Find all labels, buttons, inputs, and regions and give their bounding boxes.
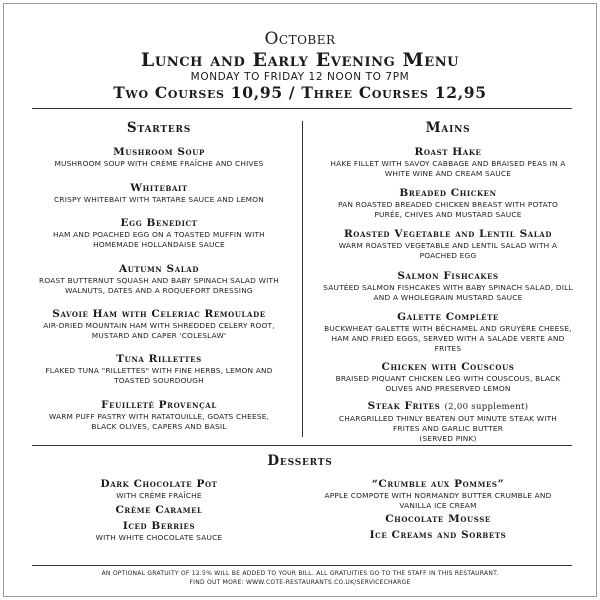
item-name: Iced Berries xyxy=(122,520,196,532)
item-name: Dark Chocolate Pot xyxy=(100,478,218,490)
item-description: CHARGRILLED THINLY BEATEN OUT MINUTE STEAK WITH FRITES AND GARLIC BUTTER xyxy=(338,414,558,433)
desserts-title: Desserts xyxy=(267,453,333,469)
menu-header xyxy=(4,30,596,102)
gratuity-text: AN OPTIONAL GRATUITY OF 12.5% WILL BE ADDED TO YOUR BILL. ALL GRATUITIES GO TO THE STAFF IN THIS RESTAURANT. xyxy=(101,570,499,577)
item-description: WITH WHITE CHOCOLATE SAUCE xyxy=(95,533,223,542)
menu-item xyxy=(322,529,554,542)
item-name: Galette Complète xyxy=(397,311,499,323)
item-name: Roast Hake xyxy=(414,146,482,158)
divider-middle xyxy=(32,445,572,446)
menu-item xyxy=(64,520,254,543)
item-description: WITH CRÈME FRAÎCHE xyxy=(116,491,202,500)
item-description: FLAKED TUNA "RILLETTES" WITH FINE HERBS, LEMON AND TOASTED SOURDOUGH xyxy=(45,366,273,385)
menu-page xyxy=(3,3,597,597)
divider-bottom xyxy=(32,565,572,566)
menu-item xyxy=(310,361,586,394)
mains-section xyxy=(310,120,586,443)
menu-item xyxy=(24,146,294,169)
item-name: Chicken with Couscous xyxy=(381,361,515,373)
menu-item xyxy=(310,187,586,220)
item-description: APPLE COMPOTE WITH NORMANDY BUTTER CRUMBLE AND VANILLA ICE CREAM xyxy=(324,491,552,510)
item-name: Chocolate Mousse xyxy=(385,513,491,525)
starters-section xyxy=(24,120,294,440)
item-name: Salmon Fishcakes xyxy=(397,270,499,282)
item-description: BRAISED PIQUANT CHICKEN LEG WITH COUSCOUS, BLACK OLIVES AND PRESERVED LEMON xyxy=(335,374,561,393)
menu-hours: MONDAY TO FRIDAY 12 NOON TO 7PM xyxy=(190,71,410,83)
supplement-note: (2,00 supplement) xyxy=(444,402,529,412)
menu-item xyxy=(322,513,554,526)
starters-title: Starters xyxy=(126,120,192,136)
item-name: Feuilleté Provençal xyxy=(101,399,217,411)
menu-title: Lunch and Early Evening Menu xyxy=(140,49,460,71)
item-description: SAUTÉED SALMON FISHCAKES WITH BABY SPINACH SALAD, DILL AND A WHOLEGRAIN MUSTARD SAUCE xyxy=(323,283,573,302)
item-description: BUCKWHEAT GALETTE WITH BÉCHAMEL AND GRUYÈRE CHEESE, HAM AND FRIED EGGS, SERVED WITH A SALADE VERTE AND FRITES xyxy=(324,324,572,353)
item-name: Ice Creams and Sorbets xyxy=(369,529,507,541)
item-name: Roasted Vegetable and Lentil Salad xyxy=(343,228,553,240)
item-description: HAM AND POACHED EGG ON A TOASTED MUFFIN WITH HOMEMADE HOLLANDAISE SAUCE xyxy=(53,230,265,249)
item-description-note: (SERVED PINK) xyxy=(419,434,477,443)
item-description: HAKE FILLET WITH SAVOY CABBAGE AND BRAISED PEAS IN A WHITE WINE AND CREAM SAUCE xyxy=(330,159,566,178)
item-description: AIR-DRIED MOUNTAIN HAM WITH SHREDDED CELERY ROOT, MUSTARD AND CAPER 'COLESLAW' xyxy=(43,321,275,340)
gratuity-note xyxy=(4,570,596,587)
mains-title: Mains xyxy=(425,120,471,136)
item-description: MUSHROOM SOUP WITH CRÈME FRAÎCHE AND CHIVES xyxy=(54,159,264,168)
menu-item xyxy=(310,146,586,179)
menu-item xyxy=(310,270,586,303)
item-description: PAN ROASTED BREADED CHICKEN BREAST WITH POTATO PURÉE, CHIVES AND MUSTARD SAUCE xyxy=(337,200,559,219)
item-description: ROAST BUTTERNUT SQUASH AND BABY SPINACH SALAD WITH WALNUTS, DATES AND A ROQUEFORT DRESSING xyxy=(39,276,279,295)
service-charge-link[interactable]: FIND OUT MORE: WWW.COTE-RESTAURANTS.CO.UK/SERVICECHARGE xyxy=(189,578,411,586)
menu-item xyxy=(310,311,586,354)
item-name: Breaded Chicken xyxy=(399,187,497,199)
item-name: Mushroom Soup xyxy=(113,146,205,158)
menu-item xyxy=(310,228,586,261)
item-name: Crème Caramel xyxy=(115,504,203,516)
menu-item xyxy=(322,478,554,511)
item-name: Whitebait xyxy=(130,182,188,194)
menu-item xyxy=(64,504,254,517)
item-name: Autumn Salad xyxy=(118,263,199,275)
item-description: CRISPY WHITEBAIT WITH TARTARE SAUCE AND LEMON xyxy=(54,195,264,204)
menu-item xyxy=(24,308,294,341)
menu-item xyxy=(24,217,294,250)
menu-month: October xyxy=(264,29,336,49)
menu-item xyxy=(24,263,294,296)
item-description: WARM ROASTED VEGETABLE AND LENTIL SALAD WITH A POACHED EGG xyxy=(338,241,558,260)
menu-item xyxy=(310,400,586,444)
item-name: Tuna Rillettes xyxy=(116,353,202,365)
item-name: Egg Benedict xyxy=(120,217,198,229)
item-name xyxy=(336,400,560,414)
item-description: WARM PUFF PASTRY WITH RATATOUILLE, GOATS CHEESE, BLACK OLIVES, CAPERS AND BASIL xyxy=(48,412,270,431)
menu-item xyxy=(24,399,294,432)
menu-item xyxy=(64,478,254,501)
item-name: “Crumble aux Pommes” xyxy=(371,478,505,490)
item-name: Savoie Ham with Celeriac Remoulade xyxy=(52,308,266,320)
divider-top xyxy=(32,108,572,109)
item-name-text: Steak Frites xyxy=(367,400,441,412)
divider-vertical xyxy=(302,121,303,437)
menu-item xyxy=(24,182,294,205)
menu-prices: Two Courses 10,95 / Three Courses 12,95 xyxy=(113,83,487,102)
menu-item xyxy=(24,353,294,386)
